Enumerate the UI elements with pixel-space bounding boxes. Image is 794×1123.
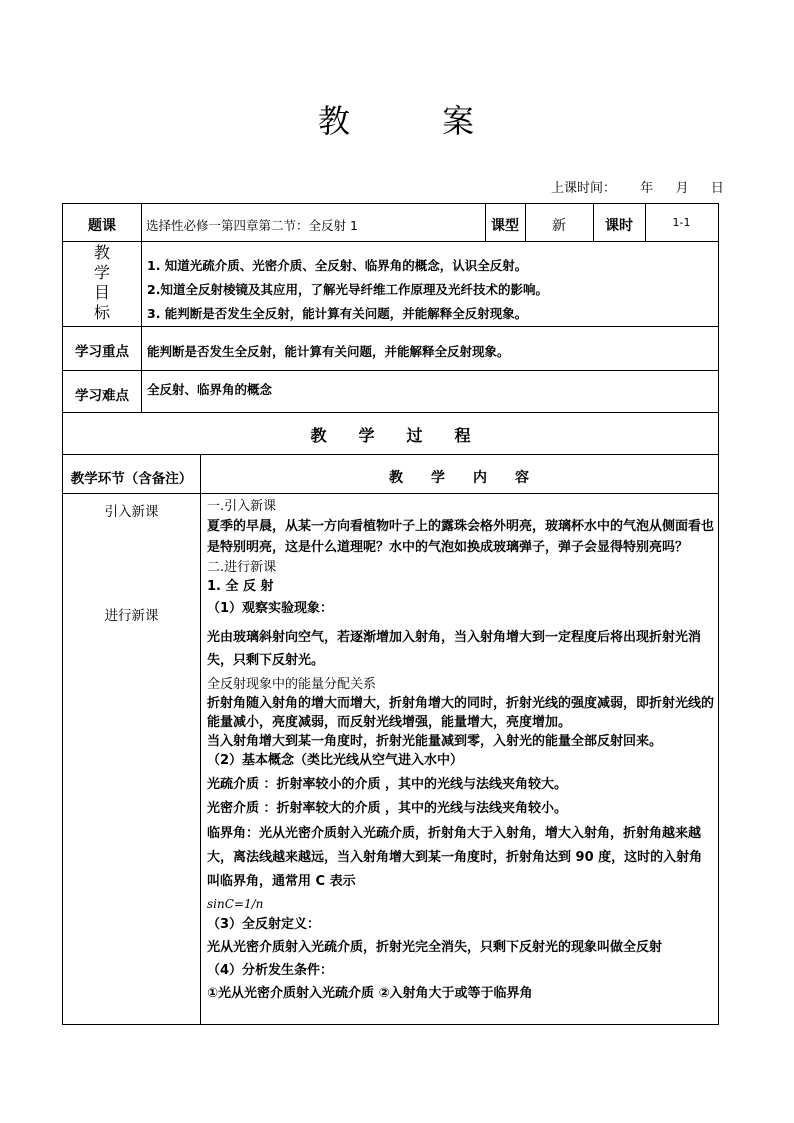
page-title (0, 96, 794, 142)
objective-item: 3. 能判断是否发生全反射，能计算有关问题，并能解释全反射现象。 (147, 306, 528, 321)
objectives-list (147, 254, 717, 326)
date-year: 年 (640, 181, 654, 196)
content-column-header: 教 学 内 容 (389, 470, 529, 486)
stage-new-lesson: 进行新课 (104, 608, 159, 624)
formula: sinC=1/n (207, 897, 264, 911)
type-value: 新 (552, 218, 566, 234)
lesson-content (207, 498, 715, 1006)
content-line: （4）分析发生条件： (207, 963, 334, 978)
date-day: 日 (710, 181, 724, 196)
objective-item: 2.知道全反射棱镜及其应用，了解光导纤维工作原理及光纤技术的影响。 (147, 282, 548, 297)
class-date (551, 177, 724, 196)
stage-column-header: 教学环节（含备注） (70, 471, 193, 487)
content-line: 二.进行新课 (207, 560, 277, 575)
stage-intro: 引入新课 (104, 504, 159, 520)
objective-item: 1. 知道光疏介质、光密介质、全反射、临界角的概念，认识全反射。 (147, 258, 528, 273)
content-line: （1）观察实验现象： (207, 601, 334, 616)
content-line: ①光从光密介质射入光疏介质 ②入射角大于或等于临界角 (207, 986, 533, 1001)
content-line: 一.引入新课 (207, 499, 277, 514)
hours-value: 1-1 (672, 216, 691, 229)
hours-label: 课时 (605, 218, 633, 234)
content-line: 临界角：光从光密介质射入光疏介质，折射角大于入射角，增大入射角，折射角越来越大，离法线越来越远，当入射角增大到某一角度时，折射角达到 90 度，这时的入射角叫临界角，通常用 C 表示 (207, 826, 703, 889)
title-char-1: 教 (317, 102, 352, 140)
content-line: （3）全反射定义： (207, 917, 321, 932)
key-points-label: 学习重点 (75, 344, 129, 360)
date-label: 上课时间： (551, 181, 617, 196)
content-line: 折射角随入射角的增大而增大，折射角增大的同时，折射光线的强度减弱，即折射光线的能量减小，亮度减弱，而反射光线增强，能量增大，亮度增加。 (207, 696, 715, 730)
content-line: 光疏介质 ：折射率较小的介质 ，其中的光线与法线夹角较大。 (207, 777, 568, 792)
content-line: 夏季的早晨，从某一方向看植物叶子上的露珠会格外明亮，玻璃杯水中的气泡从侧面看也是特别明亮，这是什么道理呢？水中的气泡如换成玻璃弹子，弹子会显得特别亮吗？ (207, 519, 715, 555)
content-line: 1. 全 反 射 (207, 579, 274, 594)
topic-label: 题课 (88, 218, 116, 234)
content-line: 光由玻璃斜射向空气，若逐渐增加入射角，当入射角增大到一定程度后将出现折射光消失，只剩下反射光。 (207, 630, 702, 668)
content-line: 全反射现象中的能量分配关系 (207, 677, 377, 692)
process-header: 教 学 过 程 (310, 426, 471, 445)
key-points-value: 能判断是否发生全反射，能计算有关问题，并能解释全反射现象。 (147, 344, 510, 359)
difficulty-value: 全反射、临界角的概念 (147, 382, 273, 397)
content-line: 光密介质 ：折射率较大的介质 ，其中的光线与法线夹角较小。 (207, 801, 568, 816)
content-line: 光从光密介质射入光疏介质，折射光完全消失，只剩下反射光的现象叫做全反射 (207, 940, 663, 955)
difficulty-label: 学习难点 (75, 388, 129, 404)
topic-value: 选择性必修一第四章第二节：全反射 1 (146, 218, 358, 233)
title-char-2: 案 (442, 102, 477, 140)
objectives-label: 教 学 目 标 (93, 243, 110, 322)
content-line: （2）基本概念（类比光线从空气进入水中） (207, 753, 464, 768)
content-line: 当入射角增大到某一角度时，折射光能量减到零，入射光的能量全部反射回来。 (207, 734, 663, 749)
type-label: 课型 (491, 218, 519, 234)
date-month: 月 (675, 181, 689, 196)
